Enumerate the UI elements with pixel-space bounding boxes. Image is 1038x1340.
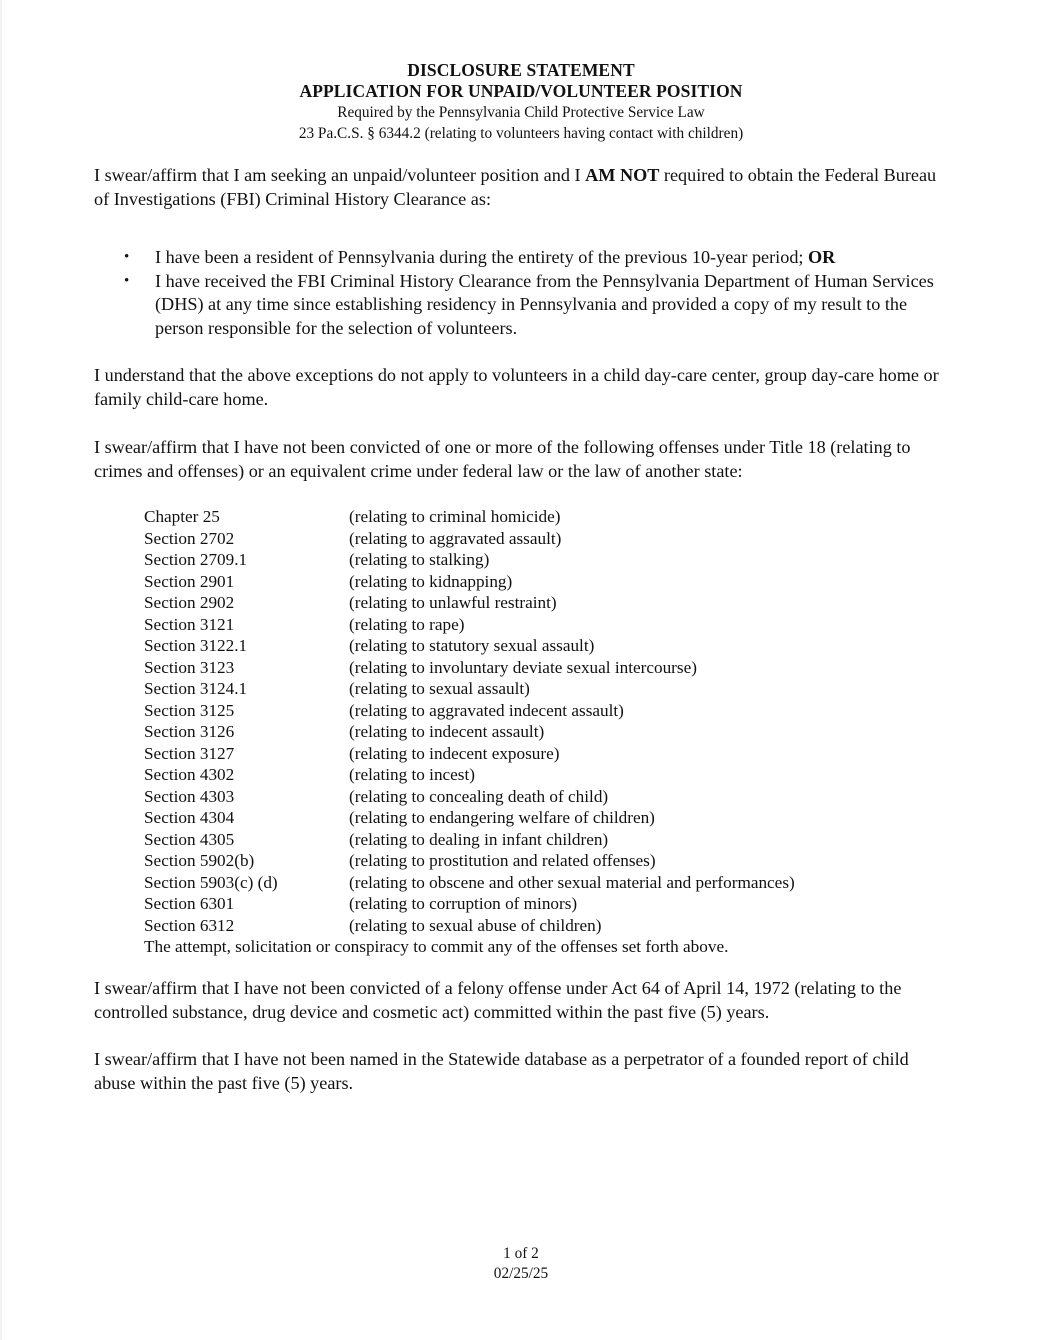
offense-row [144, 657, 795, 679]
offense-row [144, 635, 795, 657]
offense-section: Section 4304 [144, 808, 235, 827]
offense-row [144, 614, 795, 636]
offense-row [144, 592, 795, 614]
document-title: DISCLOSURE STATEMENT [407, 60, 635, 80]
offense-description: (relating to prostitution and related offenses) [349, 851, 656, 870]
bullet-item [94, 246, 954, 270]
offense-section: Section 4305 [144, 829, 235, 849]
offense-description: (relating to endangering welfare of children) [349, 808, 655, 827]
offense-description: (relating to corruption of minors) [349, 894, 578, 913]
offense-row [144, 571, 795, 593]
intro-bold-am-not: AM NOT [585, 165, 660, 185]
bullet-item [94, 270, 954, 341]
bullet-dot-icon: • [124, 249, 130, 265]
offense-description: (relating to unlawful restraint) [349, 593, 557, 612]
offense-section: Section 2902 [144, 593, 235, 612]
offense-description: (relating to statutory sexual assault) [349, 636, 595, 655]
offense-row [144, 506, 795, 528]
offense-description: (relating to sexual assault) [349, 679, 530, 698]
offense-section: Section 2901 [144, 571, 235, 591]
offense-description: (relating to indecent exposure) [349, 743, 560, 763]
intro-paragraph [94, 164, 954, 211]
intro-text-end: required to obtain the Federal Bureau of Investigations (FBI) Criminal History Clearance as: [94, 165, 937, 209]
offense-section: Section 3126 [144, 722, 235, 741]
required-by-line: Required by the Pennsylvania Child Protective Service Law [337, 104, 705, 121]
exemption-bullet-list [94, 246, 954, 340]
offense-description: (relating to involuntary deviate sexual intercourse) [349, 657, 697, 677]
offense-row [144, 786, 795, 808]
offense-section: Section 3121 [144, 614, 235, 634]
offense-section: Section 6312 [144, 915, 235, 935]
bullet-dot-icon: • [124, 272, 130, 289]
offense-description: (relating to incest) [349, 765, 475, 784]
offense-row [144, 678, 795, 700]
offense-description: (relating to aggravated indecent assault) [349, 700, 624, 720]
offense-section: Section 6301 [144, 894, 235, 913]
offense-description: (relating to indecent assault) [349, 722, 545, 741]
offense-description: (relating to aggravated assault) [349, 528, 562, 548]
page-footer [2, 1244, 1038, 1284]
offense-description: (relating to concealing death of child) [349, 786, 609, 806]
bullet-text: I have been a resident of Pennsylvania during the entirety of the previous 10-year period; [155, 247, 809, 267]
offense-row [144, 829, 795, 851]
offense-row [144, 549, 795, 571]
offense-row [144, 764, 795, 786]
felony-statement: I swear/affirm that I have not been convicted of a felony offense under Act 64 of April 14, 1972 (relating to the controlled substance, drug device and cosmetic act) committed within the past five (5) years. [94, 978, 902, 1022]
offense-section: Chapter 25 [144, 507, 220, 526]
offense-section: Section 2702 [144, 528, 235, 548]
document-header [2, 60, 1038, 144]
offense-row [144, 807, 795, 829]
offense-row [144, 721, 795, 743]
statute-line: 23 Pa.C.S. § 6344.2 (relating to volunteers having contact with children) [298, 125, 744, 142]
offenses-list [144, 506, 795, 958]
offense-row [144, 743, 795, 765]
offense-row [144, 700, 795, 722]
exceptions-note: I understand that the above exceptions do not apply to volunteers in a child day-care center, group day-care home or family child-care home. [94, 365, 939, 409]
offense-description: (relating to kidnapping) [349, 571, 513, 591]
offense-row [144, 872, 795, 894]
offense-description: (relating to obscene and other sexual material and performances) [349, 872, 795, 892]
offense-section: Section 3124.1 [144, 679, 248, 698]
revision-date: 02/25/25 [493, 1265, 549, 1282]
offense-row [144, 850, 795, 872]
bullet-text: I have received the FBI Criminal History Clearance from the Pennsylvania Department of Human Services (DHS) at any time since establishing residency in Pennsylvania and provided a copy of my result to the person responsible for the selection of volunteers. [155, 270, 934, 338]
intro-text-start: I swear/affirm that I am seeking an unpaid/volunteer position and I [94, 165, 586, 185]
offenses-footnote: The attempt, solicitation or conspiracy to commit any of the offenses set forth above. [144, 937, 729, 956]
offense-section: Section 4303 [144, 786, 235, 806]
offense-section: Section 3125 [144, 700, 235, 720]
offense-row [144, 915, 795, 937]
document-subtitle: APPLICATION FOR UNPAID/VOLUNTEER POSITION [299, 81, 743, 101]
offense-description: (relating to sexual abuse of children) [349, 915, 602, 935]
offense-section: Section 4302 [144, 765, 235, 784]
offense-description: (relating to rape) [349, 614, 465, 634]
offenses-intro: I swear/affirm that I have not been convicted of one or more of the following offenses under Title 18 (relating to crimes and offenses) or an equivalent crime under federal law or the law of another state: [94, 437, 911, 481]
offense-description: (relating to criminal homicide) [349, 507, 561, 526]
offense-row [144, 893, 795, 915]
offense-description: (relating to stalking) [349, 550, 490, 569]
offense-description: (relating to dealing in infant children) [349, 829, 609, 849]
offense-section: Section 2709.1 [144, 550, 248, 569]
offense-section: Section 5903(c) (d) [144, 872, 278, 892]
page-number: 1 of 2 [503, 1245, 539, 1262]
offense-section: Section 3123 [144, 657, 235, 677]
database-statement: I swear/affirm that I have not been named in the Statewide database as a perpetrator of a founded report of child abuse within the past five (5) years. [94, 1049, 909, 1093]
bullet-bold-or: OR [808, 247, 836, 267]
offense-row [144, 528, 795, 550]
offense-section: Section 3127 [144, 743, 235, 763]
offense-section: Section 5902(b) [144, 851, 255, 870]
offense-section: Section 3122.1 [144, 636, 248, 655]
